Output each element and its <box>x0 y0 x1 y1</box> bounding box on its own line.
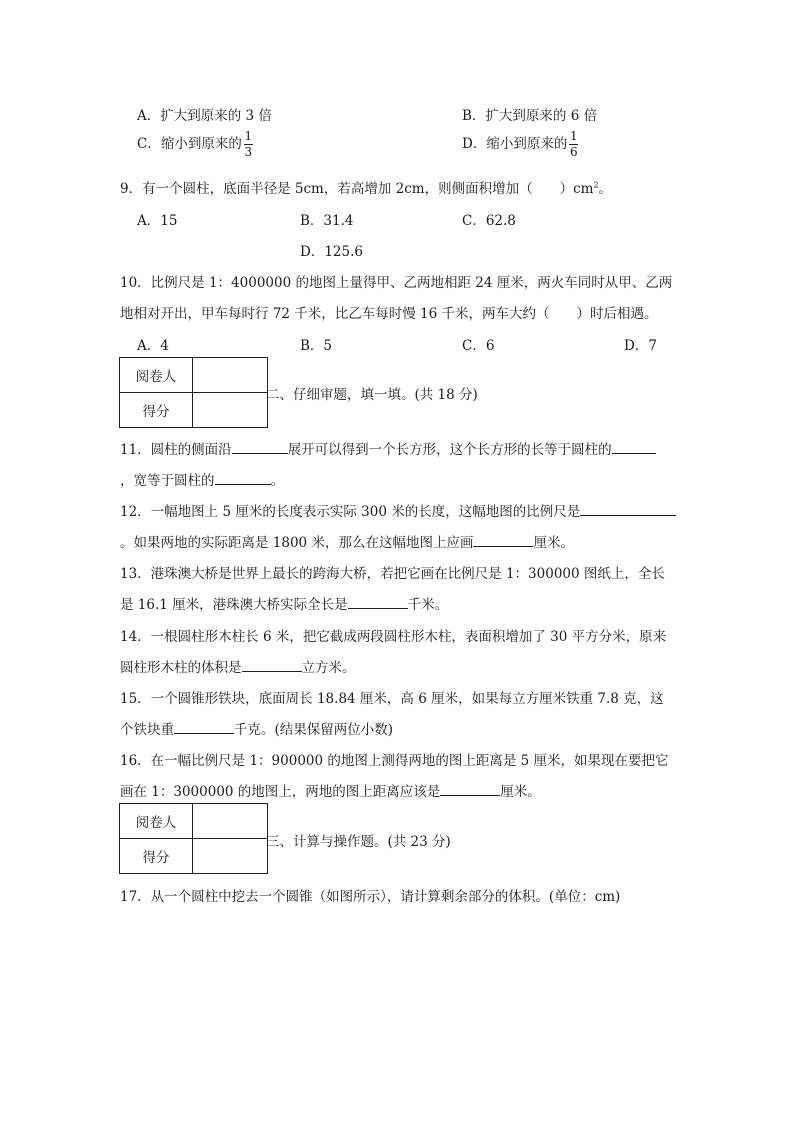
q11-text-a: 11．圆柱的侧面沿 <box>120 442 232 458</box>
q11-text-d: 。 <box>270 473 284 489</box>
q9-option-c: C．62.8 <box>462 213 516 229</box>
q15-line1: 15．一个圆锥形铁块，底面周长 18.84 厘米，高 6 厘米，如果每立方厘米铁重 7.8 克，这 <box>120 691 664 707</box>
fraction-numerator: 1 <box>570 129 578 143</box>
fraction-one-third <box>244 130 253 159</box>
q9-superscript: 2 <box>593 180 599 190</box>
q15-text-a: 个铁块重 <box>120 722 174 738</box>
answer-blank[interactable] <box>473 532 533 547</box>
q9-option-a: A．15 <box>137 213 178 229</box>
answer-blank[interactable] <box>348 594 408 609</box>
q14-line2 <box>120 656 356 676</box>
q9-stem-end: 。 <box>598 181 613 197</box>
section3-score-table <box>119 803 268 874</box>
fraction-numerator: 1 <box>244 129 253 143</box>
section2-title: 二、仔细审题，填一填。(共 18 分) <box>266 387 478 403</box>
q15-text-b: 千克。(结果保留两位小数) <box>234 722 394 738</box>
q16-text-a: 画在 1：3000000 的地图上，两地的图上距离应该是 <box>120 784 441 800</box>
answer-blank[interactable] <box>215 470 271 485</box>
q9-option-d: D．125.6 <box>300 244 363 260</box>
score-label: 得分 <box>120 839 193 874</box>
q13-text-b: 千米。 <box>407 597 449 613</box>
fraction-one-sixth <box>569 130 578 159</box>
section2-score-table <box>119 357 268 428</box>
q8-option-d <box>462 130 578 159</box>
fraction-denominator: 6 <box>570 145 578 159</box>
q10-option-b: B．5 <box>300 338 333 354</box>
q9-option-b: B．31.4 <box>300 213 354 229</box>
q13-text-a: 是 16.1 厘米，港珠澳大桥实际全长是 <box>120 597 348 613</box>
q8-option-b: B．扩大到原来的 6 倍 <box>462 108 598 124</box>
q12-line2 <box>120 531 574 551</box>
section3-title: 三、计算与操作题。(共 23 分) <box>266 834 451 850</box>
answer-blank[interactable] <box>580 501 676 516</box>
q10-option-d: D．7 <box>624 338 657 354</box>
q16-line1: 16．在一幅比例尺是 1：900000 的地图上测得两地的图上距离是 5 厘米，如果现在要把它 <box>120 753 669 769</box>
answer-blank[interactable] <box>440 781 500 796</box>
q11-line1 <box>120 438 656 458</box>
answer-blank[interactable] <box>612 439 656 454</box>
reviewer-cell[interactable] <box>193 358 268 393</box>
score-cell[interactable] <box>193 393 268 428</box>
reviewer-label: 阅卷人 <box>120 358 193 393</box>
answer-blank[interactable] <box>174 719 234 734</box>
q12-line1 <box>120 500 676 520</box>
q12-text-a: 12．一幅地图上 5 厘米的长度表示实际 300 米的长度，这幅地图的比例尺是 <box>120 504 581 520</box>
q10-option-c: C．6 <box>462 338 495 354</box>
q9-stem <box>120 177 612 197</box>
q11-text-b: 展开可以得到一个长方形，这个长方形的长等于圆柱的 <box>287 442 612 458</box>
q12-text-c: 厘米。 <box>533 535 574 551</box>
q8-option-c <box>137 130 253 159</box>
q11-line2 <box>120 469 284 489</box>
q10-line1: 10．比例尺是 1：4000000 的地图上量得甲、乙两地相距 24 厘米，两火车同时从甲、乙两 <box>120 275 673 291</box>
answer-blank[interactable] <box>232 439 288 454</box>
q9-stem-text: 9．有一个圆柱，底面半径是 5cm，若高增加 2cm，则侧面积增加（ ）cm <box>120 181 594 197</box>
q8-option-a: A．扩大到原来的 3 倍 <box>137 108 272 124</box>
q10-line2: 地相对开出，甲车每时行 72 千米，比乙车每时慢 16 千米，两车大约（ ）时后相遇。 <box>120 306 658 322</box>
score-label: 得分 <box>120 393 193 428</box>
q12-text-b: 。如果两地的实际距离是 1800 米，那么在这幅地图上应画 <box>120 535 474 551</box>
q16-line2 <box>120 780 541 800</box>
q13-line1: 13．港珠澳大桥是世界上最长的跨海大桥，若把它画在比例尺是 1：300000 图纸上，全长 <box>120 566 665 582</box>
answer-blank[interactable] <box>242 657 302 672</box>
fraction-denominator: 3 <box>244 145 253 159</box>
q13-line2 <box>120 593 448 613</box>
q16-text-b: 厘米。 <box>500 784 541 800</box>
q14-line1: 14．一根圆柱形木柱长 6 米，把它截成两段圆柱形木柱，表面积增加了 30 平方分米，原来 <box>120 629 667 645</box>
q11-text-c: ，宽等于圆柱的 <box>120 473 215 489</box>
reviewer-label: 阅卷人 <box>120 804 193 839</box>
score-cell[interactable] <box>193 839 268 874</box>
q8-option-d-text: D．缩小到原来的 <box>462 136 568 152</box>
reviewer-cell[interactable] <box>193 804 268 839</box>
q15-line2 <box>120 718 393 738</box>
q14-text-a: 圆柱形木柱的体积是 <box>120 660 242 676</box>
q10-option-a: A．4 <box>137 338 169 354</box>
q17-text: 17．从一个圆柱中挖去一个圆锥（如图所示），请计算剩余部分的体积。(单位：cm) <box>120 889 621 905</box>
q14-text-b: 立方米。 <box>301 660 356 676</box>
q8-option-c-text: C．缩小到原来的 <box>137 136 242 152</box>
